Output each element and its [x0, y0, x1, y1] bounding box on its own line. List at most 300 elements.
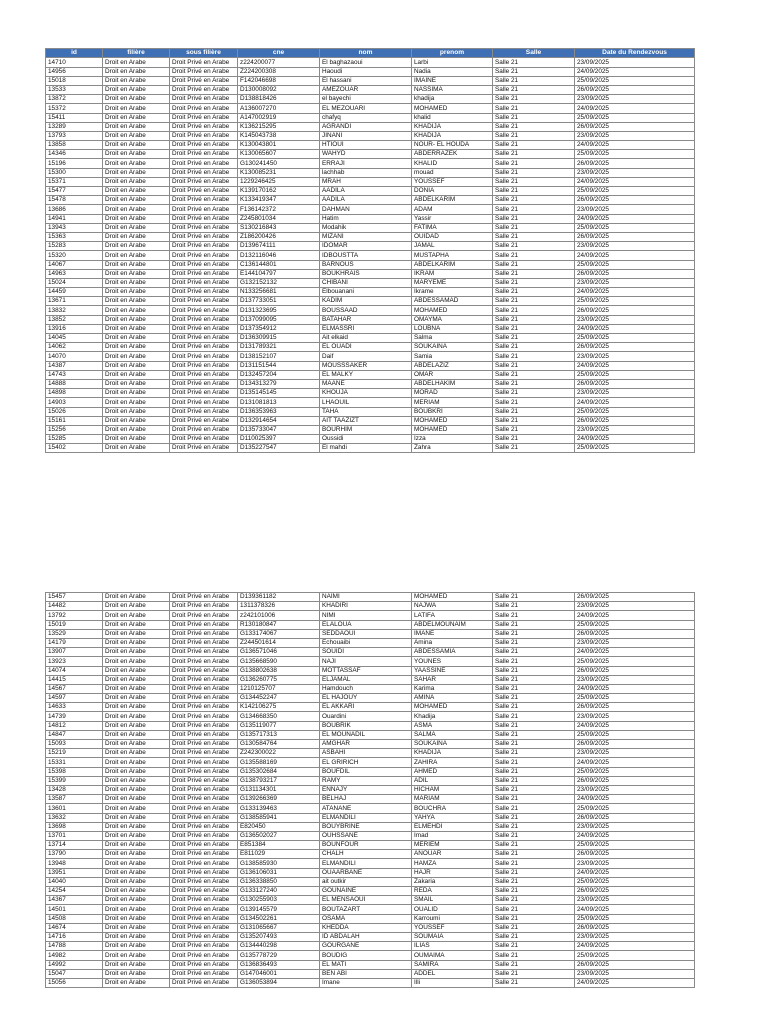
cell-sous-filiere: Droit Privé en Arabe [170, 896, 238, 905]
cell-date: 26/09/2025 [575, 122, 695, 131]
cell-id: 14508 [46, 914, 103, 923]
cell-date: 26/09/2025 [575, 960, 695, 969]
cell-filiere: Droit en Arabe [103, 122, 170, 131]
cell-filiere: Droit en Arabe [103, 776, 170, 785]
table-row [46, 602, 695, 611]
table-row [46, 841, 695, 850]
cell-prenom: KHADIJA [412, 122, 493, 131]
cell-prenom: Karroumi [412, 914, 493, 923]
cell-sous-filiere: Droit Privé en Arabe [170, 602, 238, 611]
cell-filiere: Droit en Arabe [103, 813, 170, 822]
table-row [46, 675, 695, 684]
cell-sous-filiere: Droit Privé en Arabe [170, 758, 238, 767]
cell-cne: G132152132 [238, 278, 320, 287]
cell-cne: G136502027 [238, 831, 320, 840]
table-row [46, 85, 695, 94]
table-row [46, 730, 695, 739]
cell-salle: Salle 21 [493, 177, 575, 186]
cell-filiere: Droit en Arabe [103, 942, 170, 951]
cell-salle: Salle 21 [493, 187, 575, 196]
cell-id: 14812 [46, 721, 103, 730]
cell-salle: Salle 21 [493, 813, 575, 822]
cell-prenom: IMANE [412, 629, 493, 638]
cell-cne: D132116046 [238, 251, 320, 260]
cell-sous-filiere: Droit Privé en Arabe [170, 150, 238, 159]
table-row [46, 758, 695, 767]
cell-cne: D131789321 [238, 343, 320, 352]
cell-sous-filiere: Droit Privé en Arabe [170, 831, 238, 840]
header-salle: Salle [493, 49, 575, 58]
cell-prenom: mouad [412, 168, 493, 177]
cell-nom: EL MATI [320, 960, 412, 969]
cell-cne: E811029 [238, 850, 320, 859]
cell-prenom: MOHAMED [412, 416, 493, 425]
cell-date: 26/09/2025 [575, 306, 695, 315]
cell-filiere: Droit en Arabe [103, 850, 170, 859]
cell-date: 25/09/2025 [575, 620, 695, 629]
cell-sous-filiere: Droit Privé en Arabe [170, 905, 238, 914]
table-row [46, 223, 695, 232]
cell-date: 23/09/2025 [575, 859, 695, 868]
table-row [46, 104, 695, 113]
table-row [46, 67, 695, 76]
cell-filiere: Droit en Arabe [103, 767, 170, 776]
cell-nom: KHOUJA [320, 389, 412, 398]
cell-id: 14070 [46, 352, 103, 361]
cell-prenom: SAMIRA [412, 960, 493, 969]
cell-sous-filiere: Droit Privé en Arabe [170, 324, 238, 333]
cell-id: 13701 [46, 831, 103, 840]
cell-nom: NAJI [320, 657, 412, 666]
cell-nom: TAHA [320, 407, 412, 416]
cell-prenom: YOUSSEF [412, 923, 493, 932]
table-row [46, 684, 695, 693]
cell-salle: Salle 21 [493, 95, 575, 104]
cell-nom: AADILA [320, 196, 412, 205]
cell-salle: Salle 21 [493, 960, 575, 969]
cell-salle: Salle 21 [493, 831, 575, 840]
cell-sous-filiere: Droit Privé en Arabe [170, 389, 238, 398]
cell-filiere: Droit en Arabe [103, 978, 170, 987]
cell-date: 26/09/2025 [575, 269, 695, 278]
cell-filiere: Droit en Arabe [103, 868, 170, 877]
header-filiere: filière [103, 49, 170, 58]
cell-salle: Salle 21 [493, 804, 575, 813]
table-row [46, 159, 695, 168]
cell-sous-filiere: Droit Privé en Arabe [170, 611, 238, 620]
cell-nom: OSAMA [320, 914, 412, 923]
cell-id: 15478 [46, 196, 103, 205]
cell-salle: Salle 21 [493, 776, 575, 785]
table-row [46, 232, 695, 241]
cell-cne: C136144801 [238, 260, 320, 269]
cell-date: 23/09/2025 [575, 95, 695, 104]
cell-date: 25/09/2025 [575, 223, 695, 232]
cell-prenom: Karima [412, 684, 493, 693]
cell-prenom: MOHAMED [412, 425, 493, 434]
cell-nom: SOUIDI [320, 648, 412, 657]
cell-cne: K130043801 [238, 141, 320, 150]
cell-salle: Salle 21 [493, 740, 575, 749]
table-row [46, 131, 695, 140]
cell-nom: BEN ABI [320, 969, 412, 978]
cell-cne: G131134301 [238, 785, 320, 794]
cell-salle: Salle 21 [493, 795, 575, 804]
cell-sous-filiere: Droit Privé en Arabe [170, 370, 238, 379]
cell-nom: GOURGANE [320, 942, 412, 951]
cell-cne: D139361182 [238, 593, 320, 602]
cell-salle: Salle 21 [493, 141, 575, 150]
cell-sous-filiere: Droit Privé en Arabe [170, 868, 238, 877]
cell-prenom: Samia [412, 352, 493, 361]
cell-prenom: IMAINE [412, 76, 493, 85]
cell-prenom: ABDELAZIZ [412, 361, 493, 370]
cell-salle: Salle 21 [493, 85, 575, 94]
cell-sous-filiere: Droit Privé en Arabe [170, 749, 238, 758]
table-row [46, 638, 695, 647]
cell-id: 14387 [46, 361, 103, 370]
cell-date: 25/09/2025 [575, 150, 695, 159]
table-row [46, 389, 695, 398]
cell-prenom: ABDELKARIM [412, 260, 493, 269]
table-row [46, 721, 695, 730]
cell-sous-filiere: Droit Privé en Arabe [170, 407, 238, 416]
cell-cne: G134440298 [238, 942, 320, 951]
cell-cne: D130008092 [238, 85, 320, 94]
cell-cne: G139266369 [238, 795, 320, 804]
cell-prenom: Salma [412, 334, 493, 343]
cell-date: 24/09/2025 [575, 611, 695, 620]
cell-prenom: HAMZA [412, 859, 493, 868]
cell-id: 14963 [46, 269, 103, 278]
cell-nom: ELMANDILI [320, 859, 412, 868]
cell-id: 13852 [46, 315, 103, 324]
cell-nom: KHEDDA [320, 923, 412, 932]
cell-date: 25/09/2025 [575, 444, 695, 453]
cell-sous-filiere: Droit Privé en Arabe [170, 297, 238, 306]
cell-sous-filiere: Droit Privé en Arabe [170, 104, 238, 113]
cell-filiere: Droit en Arabe [103, 444, 170, 453]
cell-id: 15363 [46, 232, 103, 241]
cell-filiere: Droit en Arabe [103, 269, 170, 278]
cell-id: 14482 [46, 602, 103, 611]
cell-date: 26/09/2025 [575, 343, 695, 352]
header-id: id [46, 49, 103, 58]
table-row [46, 951, 695, 960]
cell-id: 13923 [46, 657, 103, 666]
cell-nom: WAHYD [320, 150, 412, 159]
cell-cne: K133419347 [238, 196, 320, 205]
cell-salle: Salle 21 [493, 205, 575, 214]
cell-id: 14179 [46, 638, 103, 647]
cell-filiere: Droit en Arabe [103, 435, 170, 444]
cell-date: 23/09/2025 [575, 58, 695, 67]
cell-nom: LHAOUIL [320, 398, 412, 407]
cell-id: 13686 [46, 205, 103, 214]
cell-id: 13428 [46, 785, 103, 794]
cell-filiere: Droit en Arabe [103, 887, 170, 896]
table-row [46, 242, 695, 251]
cell-id: 13601 [46, 804, 103, 813]
cell-salle: Salle 21 [493, 58, 575, 67]
cell-salle: Salle 21 [493, 620, 575, 629]
table-row [46, 76, 695, 85]
table-row [46, 896, 695, 905]
table-row [46, 315, 695, 324]
cell-filiere: Droit en Arabe [103, 389, 170, 398]
cell-sous-filiere: Droit Privé en Arabe [170, 694, 238, 703]
table-row [46, 379, 695, 388]
table-row [46, 813, 695, 822]
cell-filiere: Droit en Arabe [103, 831, 170, 840]
cell-id: 15056 [46, 978, 103, 987]
cell-nom: AIT TAAZIZT [320, 416, 412, 425]
cell-id: 13698 [46, 822, 103, 831]
cell-id: 13529 [46, 629, 103, 638]
cell-filiere: Droit en Arabe [103, 113, 170, 122]
cell-nom: EL HAJOUY [320, 694, 412, 703]
cell-salle: Salle 21 [493, 278, 575, 287]
cell-date: 25/09/2025 [575, 877, 695, 886]
cell-nom: AADILA [320, 187, 412, 196]
cell-nom: ASBAHI [320, 749, 412, 758]
cell-id: 15331 [46, 758, 103, 767]
cell-nom: CHALH [320, 850, 412, 859]
cell-sous-filiere: Droit Privé en Arabe [170, 85, 238, 94]
cell-sous-filiere: Droit Privé en Arabe [170, 76, 238, 85]
cell-id: 13943 [46, 223, 103, 232]
cell-filiere: Droit en Arabe [103, 361, 170, 370]
cell-cne: D135227547 [238, 444, 320, 453]
cell-id: 13289 [46, 122, 103, 131]
cell-filiere: Droit en Arabe [103, 324, 170, 333]
cell-id: 14743 [46, 370, 103, 379]
cell-filiere: Droit en Arabe [103, 214, 170, 223]
cell-sous-filiere: Droit Privé en Arabe [170, 177, 238, 186]
cell-id: 13907 [46, 648, 103, 657]
cell-salle: Salle 21 [493, 389, 575, 398]
cell-id: 13792 [46, 611, 103, 620]
cell-id: 14067 [46, 260, 103, 269]
cell-prenom: YOUNES [412, 657, 493, 666]
cell-salle: Salle 21 [493, 370, 575, 379]
cell-nom: ELALOUA [320, 620, 412, 629]
cell-salle: Salle 21 [493, 150, 575, 159]
cell-prenom: SAHAR [412, 675, 493, 684]
cell-sous-filiere: Droit Privé en Arabe [170, 352, 238, 361]
cell-salle: Salle 21 [493, 593, 575, 602]
cell-date: 23/09/2025 [575, 822, 695, 831]
table-row [46, 177, 695, 186]
cell-cne: K142106275 [238, 703, 320, 712]
cell-date: 24/09/2025 [575, 648, 695, 657]
cell-date: 23/09/2025 [575, 932, 695, 941]
cell-nom: GOUNAINE [320, 887, 412, 896]
cell-nom: ELJAMAL [320, 675, 412, 684]
cell-cne: D135145145 [238, 389, 320, 398]
cell-sous-filiere: Droit Privé en Arabe [170, 969, 238, 978]
table-row [46, 795, 695, 804]
cell-sous-filiere: Droit Privé en Arabe [170, 978, 238, 987]
cell-id: 13793 [46, 131, 103, 140]
table-row [46, 868, 695, 877]
cell-nom: KADIM [320, 297, 412, 306]
cell-prenom: KHADIJA [412, 749, 493, 758]
cell-salle: Salle 21 [493, 914, 575, 923]
cell-prenom: Illi [412, 978, 493, 987]
cell-date: 23/09/2025 [575, 896, 695, 905]
cell-cne: E820450 [238, 822, 320, 831]
cell-salle: Salle 21 [493, 444, 575, 453]
cell-date: 26/09/2025 [575, 196, 695, 205]
table-row [46, 187, 695, 196]
cell-cne: F136142372 [238, 205, 320, 214]
cell-filiere: Droit en Arabe [103, 593, 170, 602]
cell-id: 14633 [46, 703, 103, 712]
cell-salle: Salle 21 [493, 657, 575, 666]
cell-sous-filiere: Droit Privé en Arabe [170, 122, 238, 131]
cell-prenom: ABDELHAKIM [412, 379, 493, 388]
cell-cne: Z224200308 [238, 67, 320, 76]
cell-filiere: Droit en Arabe [103, 611, 170, 620]
table-row [46, 657, 695, 666]
cell-nom: BARNOUS [320, 260, 412, 269]
cell-sous-filiere: Droit Privé en Arabe [170, 269, 238, 278]
cell-sous-filiere: Droit Privé en Arabe [170, 951, 238, 960]
cell-nom: Daif [320, 352, 412, 361]
cell-filiere: Droit en Arabe [103, 841, 170, 850]
cell-nom: BELHAJ [320, 795, 412, 804]
cell-prenom: OUIDAD [412, 232, 493, 241]
cell-sous-filiere: Droit Privé en Arabe [170, 398, 238, 407]
cell-filiere: Droit en Arabe [103, 76, 170, 85]
cell-salle: Salle 21 [493, 666, 575, 675]
cell-prenom: YAASSINE [412, 666, 493, 675]
cell-prenom: SMAIL [412, 896, 493, 905]
table-row [46, 407, 695, 416]
cell-date: 24/09/2025 [575, 795, 695, 804]
cell-nom: EL OUADI [320, 343, 412, 352]
cell-salle: Salle 21 [493, 306, 575, 315]
table-row [46, 914, 695, 923]
cell-id: 14982 [46, 951, 103, 960]
cell-nom: NIMI [320, 611, 412, 620]
cell-prenom: OMAR [412, 370, 493, 379]
cell-nom: chafyq [320, 113, 412, 122]
table-row [46, 859, 695, 868]
cell-prenom: ASMA [412, 721, 493, 730]
cell-filiere: Droit en Arabe [103, 352, 170, 361]
cell-date: 25/09/2025 [575, 767, 695, 776]
cell-cne: D138152107 [238, 352, 320, 361]
cell-filiere: Droit en Arabe [103, 177, 170, 186]
table-row [46, 831, 695, 840]
table-row [46, 435, 695, 444]
table-row [46, 712, 695, 721]
cell-date: 25/09/2025 [575, 260, 695, 269]
table-row [46, 905, 695, 914]
header-cne: cne [238, 49, 320, 58]
cell-sous-filiere: Droit Privé en Arabe [170, 593, 238, 602]
cell-date: 25/09/2025 [575, 76, 695, 85]
cell-date: 24/09/2025 [575, 978, 695, 987]
cell-sous-filiere: Droit Privé en Arabe [170, 67, 238, 76]
cell-prenom: Amina [412, 638, 493, 647]
table-row [46, 370, 695, 379]
cell-date: 26/09/2025 [575, 703, 695, 712]
cell-id: 14956 [46, 67, 103, 76]
cell-filiere: Droit en Arabe [103, 877, 170, 886]
cell-prenom: ANOUAR [412, 850, 493, 859]
table-row [46, 260, 695, 269]
cell-filiere: Droit en Arabe [103, 684, 170, 693]
cell-filiere: Droit en Arabe [103, 251, 170, 260]
cell-id: 14847 [46, 730, 103, 739]
table-row [46, 593, 695, 602]
cell-id: 14898 [46, 389, 103, 398]
cell-id: 14045 [46, 334, 103, 343]
cell-cne: K136215295 [238, 122, 320, 131]
cell-nom: KHADIRI [320, 602, 412, 611]
cell-prenom: MORAD [412, 389, 493, 398]
cell-filiere: Droit en Arabe [103, 923, 170, 932]
cell-date: 23/09/2025 [575, 712, 695, 721]
cell-sous-filiere: Droit Privé en Arabe [170, 435, 238, 444]
cell-id: 13790 [46, 850, 103, 859]
cell-prenom: Zakaria [412, 877, 493, 886]
cell-nom: SEDDAOUI [320, 629, 412, 638]
cell-date: 26/09/2025 [575, 850, 695, 859]
cell-id: 13872 [46, 95, 103, 104]
cell-filiere: Droit en Arabe [103, 306, 170, 315]
cell-prenom: BOUBKRI [412, 407, 493, 416]
cell-cne: G130584764 [238, 740, 320, 749]
cell-id: 14903 [46, 398, 103, 407]
cell-prenom: NOUR- EL HOUDA [412, 141, 493, 150]
table-row [46, 703, 695, 712]
cell-cne: D136309915 [238, 334, 320, 343]
cell-nom: AGRANDI [320, 122, 412, 131]
cell-id: 14040 [46, 877, 103, 886]
cell-prenom: JAMAL [412, 242, 493, 251]
cell-sous-filiere: Droit Privé en Arabe [170, 785, 238, 794]
cell-prenom: LOUBNA [412, 324, 493, 333]
cell-sous-filiere: Droit Privé en Arabe [170, 841, 238, 850]
cell-salle: Salle 21 [493, 251, 575, 260]
cell-date: 23/09/2025 [575, 969, 695, 978]
cell-date: 26/09/2025 [575, 776, 695, 785]
cell-id: 14739 [46, 712, 103, 721]
cell-prenom: BOUCHRA [412, 804, 493, 813]
cell-cne: G136260775 [238, 675, 320, 684]
cell-prenom: ABDERRAZEK [412, 150, 493, 159]
cell-cne: G138585941 [238, 813, 320, 822]
cell-prenom: SALMA [412, 730, 493, 739]
cell-filiere: Droit en Arabe [103, 58, 170, 67]
cell-salle: Salle 21 [493, 703, 575, 712]
cell-salle: Salle 21 [493, 877, 575, 886]
cell-id: 14710 [46, 58, 103, 67]
cell-nom: DAHMAN [320, 205, 412, 214]
cell-prenom: SOUKAINA [412, 740, 493, 749]
cell-date: 26/09/2025 [575, 629, 695, 638]
cell-sous-filiere: Droit Privé en Arabe [170, 923, 238, 932]
cell-filiere: Droit en Arabe [103, 969, 170, 978]
cell-nom: IDOMAR [320, 242, 412, 251]
cell-salle: Salle 21 [493, 859, 575, 868]
cell-cne: D138818426 [238, 95, 320, 104]
cell-nom: BOUBRIK [320, 721, 412, 730]
